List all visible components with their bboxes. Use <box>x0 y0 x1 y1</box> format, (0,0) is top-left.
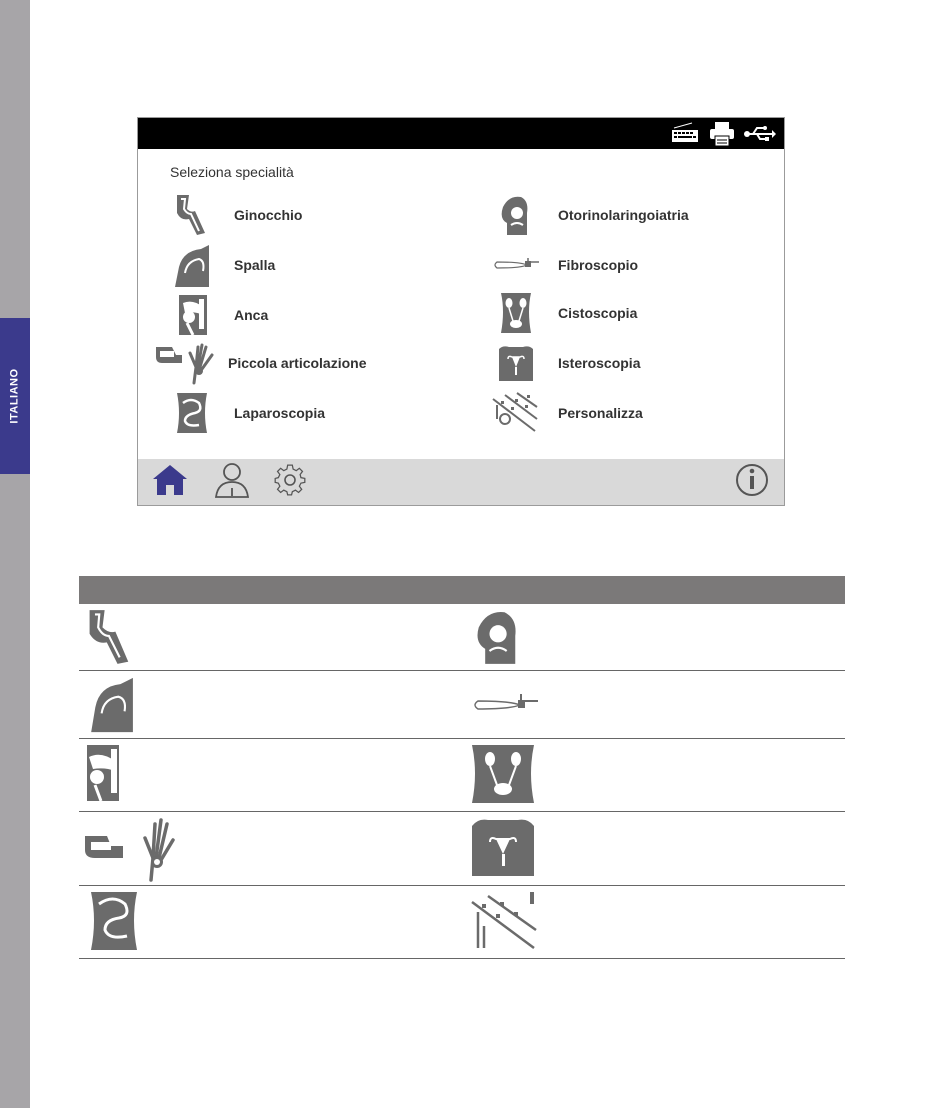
specialty-reference-table <box>79 576 845 959</box>
knee-icon <box>85 608 135 671</box>
status-bar <box>138 118 784 149</box>
table-row <box>79 739 845 812</box>
fiberscope-icon <box>484 242 548 288</box>
cystoscopy-icon <box>470 743 536 810</box>
customize-icon <box>470 890 538 957</box>
specialty-hip[interactable] <box>160 292 268 338</box>
specialty-label: Anca <box>234 307 269 323</box>
cystoscopy-icon <box>484 290 548 336</box>
table-row <box>79 886 845 959</box>
home-button[interactable] <box>150 464 190 500</box>
specialty-label: Otorinolaringoiatria <box>558 207 689 223</box>
ent-head-icon <box>472 608 522 671</box>
specialty-label: Cistoscopia <box>558 305 638 321</box>
fiberscope-icon <box>470 685 540 726</box>
laparoscopy-icon <box>87 890 141 957</box>
small-joint-icon <box>83 816 175 887</box>
small-joint-icon <box>146 340 224 386</box>
specialty-fiberscope[interactable] <box>484 242 638 288</box>
specialty-label: Personalizza <box>558 405 643 421</box>
hip-icon <box>160 292 224 338</box>
specialty-laparoscopy[interactable] <box>160 390 325 436</box>
table-cell <box>462 671 845 738</box>
table-cell <box>462 812 845 885</box>
specialty-label: Piccola articolazione <box>228 355 367 371</box>
specialty-small-joint[interactable] <box>146 340 367 386</box>
table-row <box>79 671 845 739</box>
table-cell <box>79 739 462 811</box>
user-icon <box>213 462 251 503</box>
printer-icon <box>708 121 736 152</box>
table-cell <box>79 812 462 885</box>
table-cell <box>79 886 462 958</box>
table-row <box>79 604 845 671</box>
language-tab-label: ITALIANO <box>9 368 21 424</box>
table-cell <box>462 604 845 670</box>
table-row <box>79 812 845 886</box>
hysteroscopy-icon <box>470 816 536 883</box>
info-icon <box>734 462 770 503</box>
table-header <box>79 576 845 604</box>
specialty-customize[interactable] <box>484 390 643 436</box>
screen-title: Seleziona specialità <box>170 164 294 180</box>
specialty-label: Isteroscopia <box>558 355 641 371</box>
settings-button[interactable] <box>270 464 310 500</box>
shoulder-icon <box>160 242 224 288</box>
specialty-label: Laparoscopia <box>234 405 326 421</box>
home-icon <box>151 463 189 502</box>
knee-icon <box>160 192 224 238</box>
table-cell <box>462 739 845 811</box>
table-cell <box>462 886 845 958</box>
specialty-label: Fibroscopio <box>558 257 639 273</box>
settings-icon <box>271 462 309 503</box>
specialty-shoulder[interactable] <box>160 242 275 288</box>
side-strip <box>0 0 30 1108</box>
ent-head-icon <box>484 192 548 238</box>
hysteroscopy-icon <box>484 340 548 386</box>
shoulder-icon <box>87 675 135 738</box>
language-tab <box>0 318 30 474</box>
specialty-knee[interactable] <box>160 192 302 238</box>
table-cell <box>79 671 462 738</box>
usb-icon <box>744 123 776 150</box>
customize-icon <box>484 390 548 436</box>
specialty-hysteroscopy[interactable] <box>484 340 640 386</box>
hip-icon <box>83 743 123 808</box>
user-button[interactable] <box>212 464 252 500</box>
bottom-toolbar <box>138 459 784 505</box>
specialty-label: Ginocchio <box>234 207 303 223</box>
device-screen <box>137 117 785 506</box>
keyboard-icon <box>670 122 700 151</box>
info-button[interactable] <box>732 464 772 500</box>
specialty-cystoscopy[interactable] <box>484 290 637 336</box>
table-cell <box>79 604 462 670</box>
specialty-ent[interactable] <box>484 192 689 238</box>
specialty-label: Spalla <box>234 257 276 273</box>
laparoscopy-icon <box>160 390 224 436</box>
